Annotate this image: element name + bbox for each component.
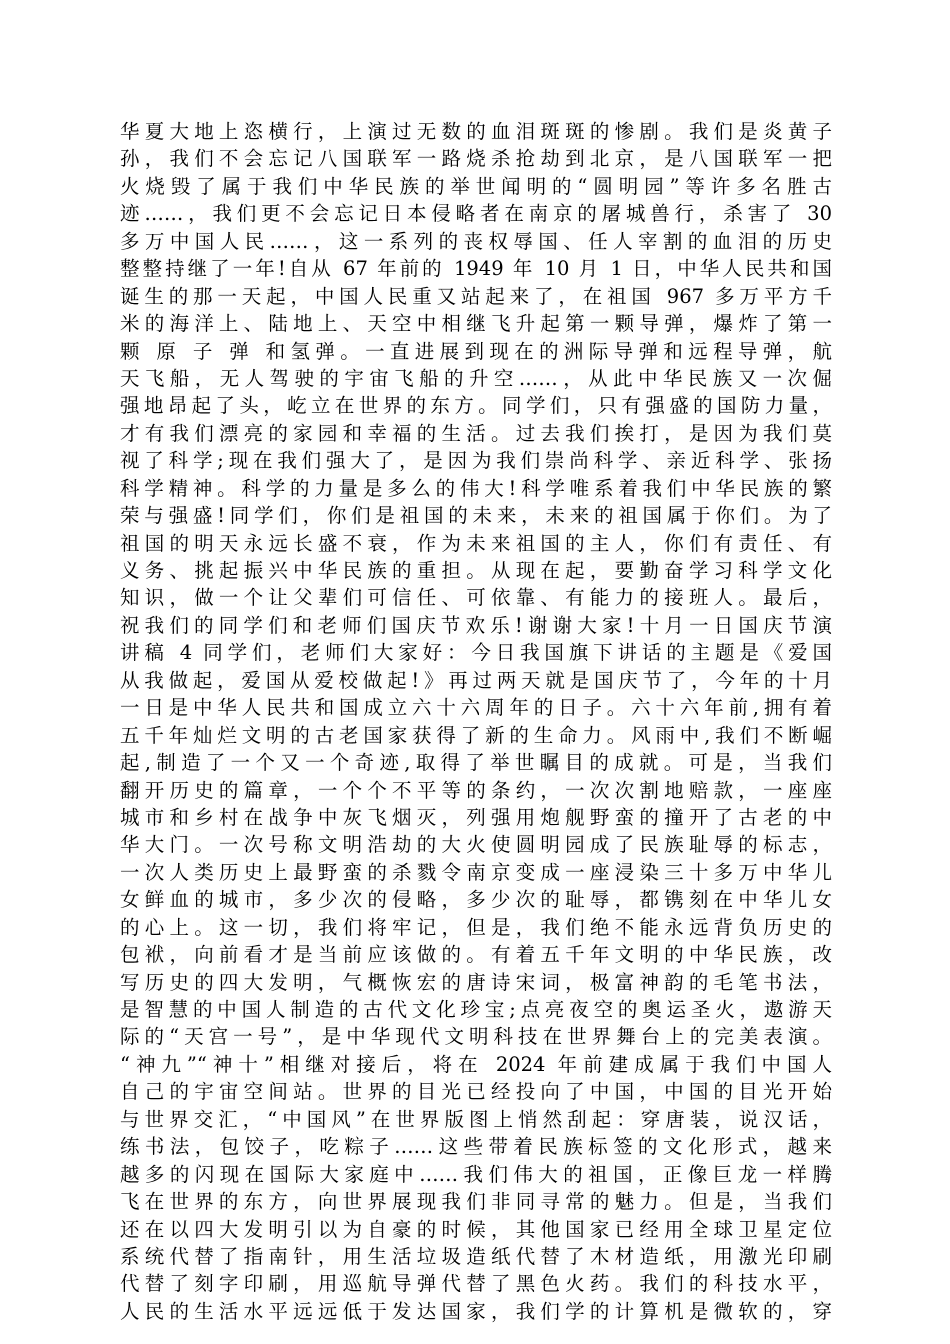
text-line: 火烧毁了属于我们中华民族的举世闻明的“圆明园”等许多名胜古: [120, 174, 832, 198]
text-line: 人民的生活水平远远低于发达国家，我们学的计算机是微软的，穿: [120, 1299, 832, 1323]
text-line: 才有我们漂亮的家园和幸福的生活。过去我们挨打，是因为我们莫: [120, 421, 832, 445]
text-line: 多万中国人民……，这一系列的丧权辱国、任人宰割的血泪的历史: [120, 229, 832, 253]
text-line: 翻开历史的篇章，一个个不平等的条约，一次次割地赔款，一座座: [120, 778, 832, 802]
text-line: 起,制造了一个又一个奇迹,取得了举世瞩目的成就。可是，当我们: [120, 751, 832, 775]
text-line: 越多的闪现在国际大家庭中……我们伟大的祖国，正像巨龙一样腾: [120, 1162, 832, 1186]
text-line: 知识，做一个让父辈们可信任、可依靠、有能力的接班人。最后，: [120, 586, 832, 610]
text-line: 女鲜血的城市，多少次的侵略，多少次的耻辱，都镌刻在中华儿女: [120, 888, 832, 912]
text-line: 祖国的明天永远长盛不衰，作为未来祖国的主人，你们有责任、有: [120, 531, 832, 555]
text-line: 华夏大地上恣横行，上演过无数的血泪斑斑的惨剧。我们是炎黄子: [120, 120, 832, 143]
text-line: 祝我们的同学们和老师们国庆节欢乐!谢谢大家!十月一日国庆节演: [120, 613, 832, 637]
text-line: 义务、挑起振兴中华民族的重担。从现在起，要勤奋学习科学文化: [120, 559, 832, 582]
text-line: 五千年灿烂文明的古老国家获得了新的生命力。风雨中,我们不断崛: [120, 723, 832, 747]
text-line: 孙，我们不会忘记八国联军一路烧杀抢劫到北京，是八国联军一把: [120, 147, 832, 171]
text-line: 的心上。这一切，我们将牢记，但是，我们绝不能永远背负历史的: [120, 915, 832, 939]
text-line: 写历史的四大发明，气概恢宏的唐诗宋词，极富神韵的毛笔书法，: [120, 970, 832, 994]
text-line: 一次人类历史上最野蛮的杀戮令南京变成一座浸染三十多万中华儿: [120, 860, 832, 884]
text-line: 包袱，向前看才是当前应该做的。有着五千年文明的中华民族，改: [120, 943, 832, 967]
text-line: 整整持继了一年!自从 67 年前的 1949 年 10 月 1 日，中华人民共和国: [120, 257, 832, 281]
text-line: 是智慧的中国人制造的古代文化珍宝;点亮夜空的奥运圣火，遨游天: [120, 998, 832, 1021]
text-line: 际的“天宫一号”，是中华现代文明科技在世界舞台上的完美表演。: [120, 1025, 832, 1049]
body-text: [120, 118, 832, 1325]
text-line: 科学精神。科学的力量是多么的伟大!科学唯系着我们中华民族的繁: [120, 476, 832, 500]
text-line: 颗 原 子 弹 和氢弹。一直进展到现在的洲际导弹和远程导弹，航: [120, 339, 832, 363]
text-line: 城市和乡村在战争中灰飞烟灭，列强用炮舰野蛮的撞开了古老的中: [120, 805, 832, 829]
text-line: 系统代替了指南针，用生活垃圾造纸代替了木材造纸，用激光印刷: [120, 1244, 832, 1268]
text-line: 代替了刻字印刷，用巡航导弹代替了黑色火药。我们的科技水平，: [120, 1272, 832, 1296]
text-line: 自己的宇宙空间站。世界的目光已经投向了中国，中国的目光开始: [120, 1080, 832, 1104]
text-line: 强地昂起了头，屹立在世界的东方。同学们，只有强盛的国防力量，: [120, 394, 832, 418]
text-line: 米的海洋上、陆地上、天空中相继飞升起第一颗导弹，爆炸了第一: [120, 312, 832, 336]
text-line: 还在以四大发明引以为自豪的时候，其他国家已经用全球卫星定位: [120, 1217, 832, 1241]
text-line: “神九”“神十”相继对接后，将在 2024 年前建成属于我们中国人: [120, 1052, 832, 1076]
text-line: 诞生的那一天起，中国人民重又站起来了，在祖国 967 多万平方千: [120, 284, 832, 308]
text-line: 视了科学;现在我们强大了，是因为我们崇尚科学、亲近科学、张扬: [120, 449, 832, 473]
text-line: 迹……，我们更不会忘记日本侵略者在南京的屠城兽行，杀害了 30: [120, 202, 832, 226]
text-line: 荣与强盛!同学们，你们是祖国的未来，未来的祖国属于你们。为了: [120, 504, 832, 528]
text-line: 一日是中华人民共和国成立六十六周年的日子。六十六年前,拥有着: [120, 696, 832, 720]
text-line: 华大门。一次号称文明浩劫的大火使圆明园成了民族耻辱的标志，: [120, 833, 832, 857]
text-line: 讲稿 4 同学们，老师们大家好：今日我国旗下讲话的主题是《爱国: [120, 641, 832, 665]
text-line: 练书法，包饺子，吃粽子……这些带着民族标签的文化形式，越来: [120, 1135, 832, 1159]
text-line: 天飞船，无人驾驶的宇宙飞船的升空……，从此中华民族又一次倔: [120, 366, 832, 390]
text-line: 与世界交汇，“中国风”在世界版图上悄然刮起：穿唐装，说汉话，: [120, 1107, 832, 1131]
text-line: 飞在世界的东方，向世界展现我们非同寻常的魅力。但是，当我们: [120, 1190, 832, 1214]
text-line: 从我做起，爱国从爱校做起!》再过两天就是国庆节了，今年的十月: [120, 668, 832, 692]
